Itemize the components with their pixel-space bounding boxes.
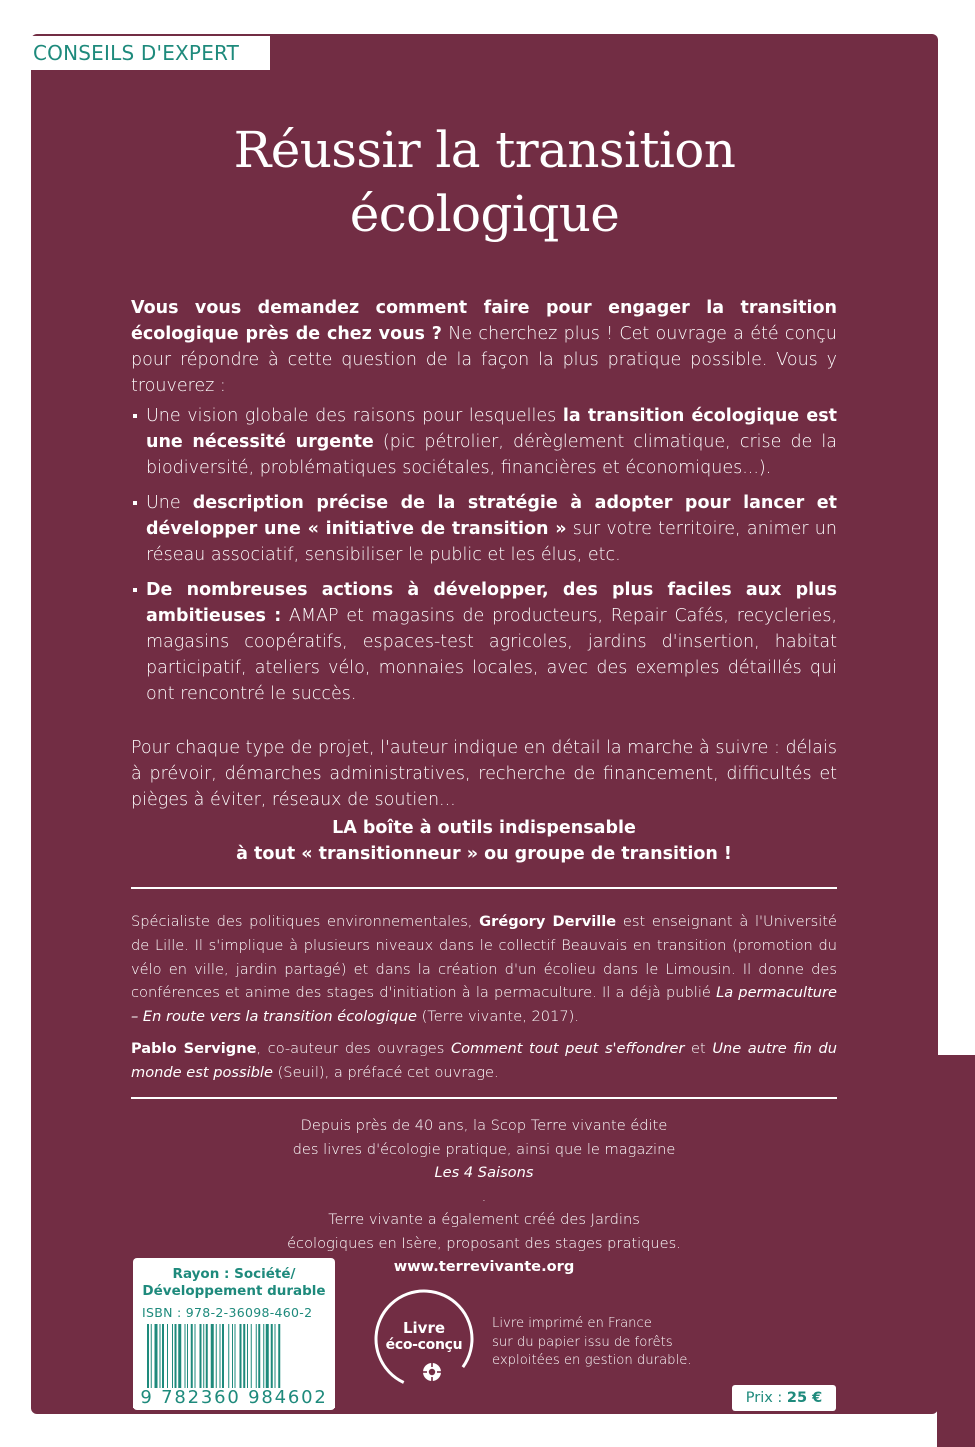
barcode-bar xyxy=(191,1324,193,1390)
barcode-bar xyxy=(240,1324,242,1390)
price-tag: Prix : 25 € xyxy=(732,1385,836,1411)
spine-edge xyxy=(937,1055,975,1447)
barcode-bar xyxy=(278,1324,280,1390)
barcode-bar xyxy=(175,1324,177,1390)
barcode-bar xyxy=(256,1324,257,1390)
intro-paragraph xyxy=(131,295,837,399)
barcode-bar xyxy=(275,1324,276,1390)
barcode-bar xyxy=(167,1324,168,1390)
barcode-bar xyxy=(258,1324,260,1390)
barcode-digits: 9 782360 984602 xyxy=(133,1388,335,1408)
barcode-bar xyxy=(195,1324,196,1390)
book-title xyxy=(31,118,938,246)
barcode-bar xyxy=(266,1324,269,1390)
barcode-bar xyxy=(187,1324,188,1390)
barcode-bar xyxy=(216,1324,217,1390)
barcode-bar xyxy=(228,1324,229,1390)
barcode-bar xyxy=(151,1324,152,1390)
title-line-1: Réussir la transition xyxy=(233,121,736,179)
barcode-box xyxy=(133,1258,335,1410)
barcode-bars xyxy=(145,1324,325,1390)
list-item: De nombreuses actions à développer, des plus faciles aux plus ambitieuses : AMAP et magasins de producteurs, Repair Cafés, recycleries, magasins coopératifs, espaces-test agricoles, jardins d'insertion, habitat participatif, ateliers vélo, monnaies locales, avec des exemples détaillés qui ont rencontré le succès. xyxy=(131,577,837,707)
tagline-line-1: LA boîte à outils indispensable xyxy=(332,818,636,838)
publisher-website-link[interactable]: www.terrevivante.org xyxy=(393,1258,575,1275)
barcode-bar xyxy=(243,1324,245,1390)
intro-rest: Ne cherchez plus ! Cet ouvrage a été conçu pour répondre à cette question de la façon la plus pratique possible. Vous y trouverez : xyxy=(131,324,838,396)
shelf-category: Rayon : Société/ Développement durable xyxy=(142,1266,326,1299)
tagline xyxy=(131,815,837,867)
author-paragraph: Spécialiste des politiques environnementales, Grégory Derville est enseignant à l'Université de Lille. Il s'implique à plusieurs niveaux dans le collectif Beauvais en transition (promotion du vélo en ville, jardin partagé) et dans la création d'un écolieu dans le Limousin. Il donne des conférences et anime des stages d'initiation à la permaculture. Il a déjà publié La permaculture – En route vers la transition écologique (Terre vivante, 2017). xyxy=(131,913,838,1026)
barcode-bar xyxy=(147,1324,149,1390)
barcode-bar xyxy=(263,1324,264,1390)
barcode-bar xyxy=(172,1324,173,1390)
barcode-bar xyxy=(251,1324,252,1390)
bullet-list xyxy=(131,403,837,707)
barcode-bar xyxy=(222,1324,224,1390)
barcode-bar xyxy=(200,1324,202,1390)
barcode-bar xyxy=(160,1324,161,1390)
intro-question: Vous vous demandez comment faire pour engager la transition écologique près de chez vous ? xyxy=(131,298,837,344)
barcode-bar xyxy=(235,1324,236,1390)
title-line-2: écologique xyxy=(349,185,620,243)
preface-author-name: Pablo Servigne xyxy=(131,1039,257,1057)
magazine-title: Les 4 Saisons xyxy=(434,1164,534,1181)
flower-icon xyxy=(423,1363,441,1381)
publisher-info: Depuis près de 40 ans, la Scop Terre vivante édite des livres d'écologie pratique, ainsi que le magazine Les 4 Saisons . Terre vivante a également créé des Jardins écologiques en Isère, proposant des stages pratiques. www.terrevivante.org xyxy=(131,1114,837,1279)
printing-note: Livre imprimé en France sur du papier issu de forêts exploitées en gestion durable. xyxy=(492,1316,692,1368)
barcode-bar xyxy=(247,1324,248,1390)
barcode-bar xyxy=(178,1324,181,1390)
description xyxy=(131,295,837,813)
author-name: Grégory Derville xyxy=(479,913,617,930)
barcode-bar xyxy=(232,1324,233,1390)
barcode-bar xyxy=(185,1324,186,1390)
price-value: 25 € xyxy=(786,1390,823,1406)
barcode-bar xyxy=(203,1324,204,1390)
barcode-bar xyxy=(162,1324,164,1390)
isbn: ISBN : 978-2-36098-460-2 xyxy=(142,1305,313,1320)
barcode-bar xyxy=(211,1324,214,1390)
barcode-bar xyxy=(271,1324,273,1390)
author-bio xyxy=(131,910,837,1085)
series-label: CONSEILS D'EXPERT xyxy=(22,36,270,70)
previous-book-title: La permaculture – En route vers la transition écologique xyxy=(131,984,837,1026)
barcode-bar xyxy=(155,1324,158,1390)
divider-bottom xyxy=(131,1097,837,1099)
eco-designed-badge: Livre éco-conçu xyxy=(372,1287,476,1391)
barcode-bar xyxy=(206,1324,208,1390)
barcode-bar xyxy=(220,1324,221,1390)
preface-paragraph: Pablo Servigne, co-auteur des ouvrages Comment tout peut s'effondrer et Une autre fin du monde est possible (Seuil), a préfacé cet ouvrage. xyxy=(131,1039,837,1081)
tagline-line-2: à tout « transitionneur » ou groupe de transition ! xyxy=(236,844,732,864)
divider-top xyxy=(131,887,837,889)
project-paragraph: Pour chaque type de projet, l'auteur indique en détail la marche à suivre : délais à prévoir, démarches administratives, recherche de financement, difficultés et pièges à éviter, réseaux de soutien... xyxy=(131,738,837,810)
list-item: Une vision globale des raisons pour lesquelles la transition écologique est une nécessité urgente (pic pétrolier, dérèglement climatique, crise de la biodiversité, problématiques sociétales, financières et économiques...). xyxy=(131,403,837,481)
list-item: Une description précise de la stratégie à adopter pour lancer et développer une « initiative de transition » sur votre territoire, animer un réseau associatif, sensibiliser le public et les élus, etc. xyxy=(131,490,837,568)
